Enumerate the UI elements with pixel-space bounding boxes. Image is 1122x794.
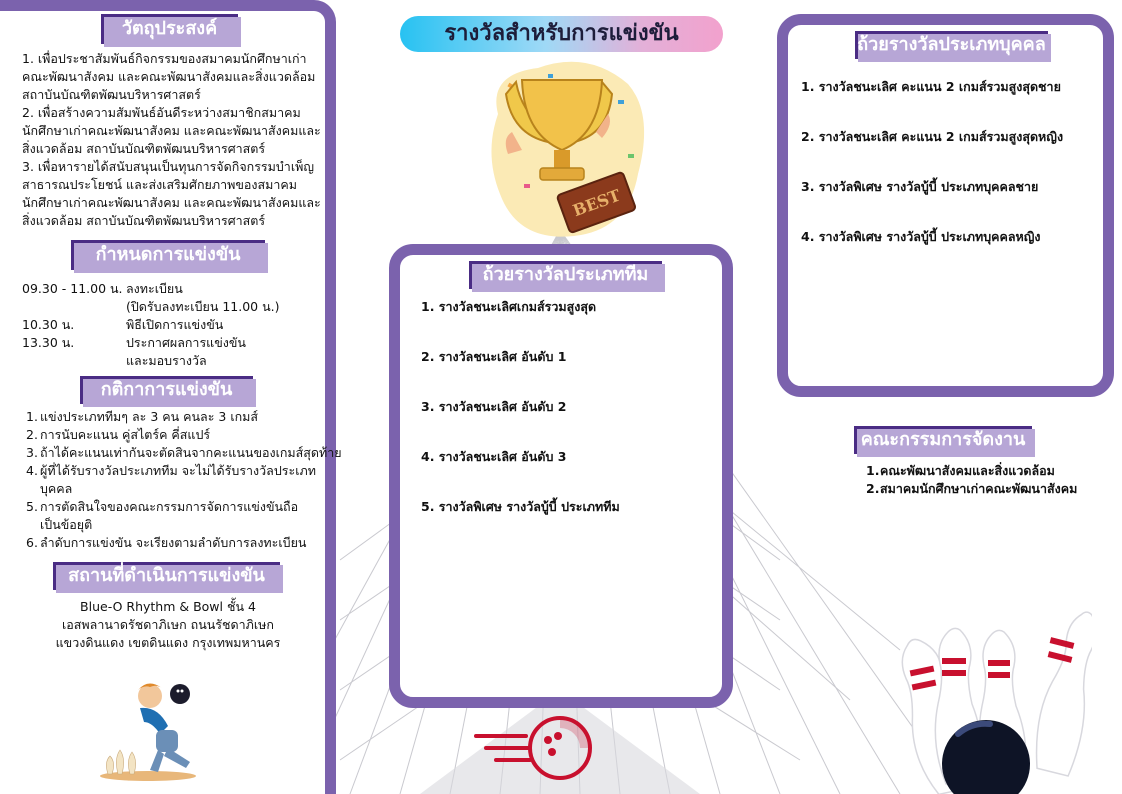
venue-line: แขวงดินแดง เขตดินแดง กรุงเทพมหานคร	[55, 635, 281, 650]
bowling-pins-illustration	[892, 604, 1092, 794]
individual-award-item: 4. รางวัลพิเศษ รางวัลบู้บี้ ประเภทบุคคลหญิง	[801, 229, 1041, 244]
committee-item: 2. สมาคมนักศึกษาเก่าคณะพัฒนาสังคม	[866, 481, 1078, 496]
schedule-desc: ลงทะเบียน	[126, 281, 183, 296]
objectives-line: สิ่งแวดล้อม สถาบันบัณฑิตพัฒนบริหารศาสตร์	[22, 141, 266, 156]
rule-item: 6. ลำดับการแข่งขัน จะเรียงตามลำดับการลงทะเบียน	[26, 535, 307, 550]
trophy-badge-text: BEST	[570, 185, 623, 221]
rules-list	[26, 408, 342, 552]
rule-item: 2. การนับคะแนน คู่สไตร์ค คี่สแปร์	[26, 427, 211, 442]
individual-award-item: 3. รางวัลพิเศษ รางวัลบู้บี้ ประเภทบุคคลชาย	[801, 179, 1039, 194]
trophy-illustration	[478, 54, 658, 240]
schedule-time: 13.30 น.	[22, 335, 75, 350]
venue-line: เอสพลานาดรัชดาภิเษก ถนนรัชดาภิเษก	[62, 617, 274, 632]
rules-heading: กติกาการแข่งขัน	[80, 376, 253, 404]
objectives-line: สาธารณประโยชน์ และส่งเสริมศักยภาพของสมาคม	[22, 177, 297, 192]
rule-item: บุคคล	[40, 481, 73, 496]
bowler-illustration	[98, 678, 208, 782]
team-award-item: 5. รางวัลพิเศษ รางวัลบู้บี้ ประเภททีม	[421, 499, 620, 514]
venue-heading: สถานที่ดำเนินการแข่งขัน	[53, 562, 280, 590]
objectives-line: 3. เพื่อหารายได้สนับสนุนเป็นทุนการจัดกิจกรรมบำเพ็ญ	[22, 159, 314, 174]
individual-awards-panel	[777, 14, 1114, 397]
objectives-line: สถาบันบัณฑิตพัฒนบริหารศาสตร์	[22, 87, 201, 102]
committee-list	[866, 462, 1077, 498]
page-title: รางวัลสำหรับการแข่งขัน	[400, 16, 723, 52]
individual-awards-heading: ถ้วยรางวัลประเภทบุคคล	[855, 31, 1048, 59]
schedule-heading: กำหนดการแข่งขัน	[71, 240, 265, 270]
individual-award-item: 2. รางวัลชนะเลิศ คะแนน 2 เกมส์รวมสูงสุดหญิง	[801, 129, 1064, 144]
team-award-item: 4. รางวัลชนะเลิศ อันดับ 3	[421, 449, 567, 464]
schedule-time: 10.30 น.	[22, 317, 75, 332]
venue-line: Blue-O Rhythm & Bowl ชั้น 4	[80, 599, 256, 614]
objectives-line: นักศึกษาเก่าคณะพัฒนาสังคม และคณะพัฒนาสังคมและ	[22, 123, 321, 138]
schedule-desc: พิธีเปิดการแข่งขัน	[126, 317, 224, 332]
schedule-desc: และมอบรางวัล	[126, 353, 207, 368]
team-awards-heading: ถ้วยรางวัลประเภททีม	[469, 261, 662, 289]
schedule-desc: ประกาศผลการแข่งขัน	[126, 335, 246, 350]
objectives-line: นักศึกษาเก่าคณะพัฒนาสังคม และคณะพัฒนาสังคมและ	[22, 195, 321, 210]
committee-heading: คณะกรรมการจัดงาน	[854, 426, 1032, 454]
rule-item: 5. การตัดสินใจของคณะกรรมการจัดการแข่งขันถือ	[26, 499, 299, 514]
team-award-item: 2. รางวัลชนะเลิศ อันดับ 1	[421, 349, 567, 364]
schedule-desc: (ปิดรับลงทะเบียน 11.00 น.)	[126, 299, 280, 314]
objectives-line: คณะพัฒนาสังคม และคณะพัฒนาสังคมและสิ่งแวดล้อม	[22, 69, 316, 84]
rule-item: 1. แข่งประเภททีมๆ ละ 3 คน คนละ 3 เกมส์	[26, 409, 259, 424]
rule-item: 3. ถ้าได้คะแนนเท่ากันจะตัดสินจากคะแนนของเกมส์สุดท้าย	[26, 445, 342, 460]
schedule-time: 09.30 - 11.00 น.	[22, 281, 123, 296]
individual-award-item: 1. รางวัลชนะเลิศ คะแนน 2 เกมส์รวมสูงสุดชาย	[801, 79, 1061, 94]
rule-item: เป็นข้อยุติ	[40, 517, 93, 532]
objectives-line: 1. เพื่อประชาสัมพันธ์กิจกรรมของสมาคมนักศึกษาเก่า	[22, 51, 307, 66]
objectives-line: สิ่งแวดล้อม สถาบันบัณฑิตพัฒนบริหารศาสตร์	[22, 213, 266, 228]
objectives-heading: วัตถุประสงค์	[101, 14, 238, 44]
team-award-item: 3. รางวัลชนะเลิศ อันดับ 2	[421, 399, 567, 414]
bowling-ball-logo	[472, 712, 602, 784]
team-award-item: 1. รางวัลชนะเลิศเกมส์รวมสูงสุด	[421, 299, 597, 314]
committee-item: 1. คณะพัฒนาสังคมและสิ่งแวดล้อม	[866, 463, 1055, 478]
rule-item: 4. ผู้ที่ได้รับรางวัลประเภททีม จะไม่ได้รับรางวัลประเภท	[26, 463, 316, 478]
objectives-line: 2. เพื่อสร้างความสัมพันธ์อันดีระหว่างสมาชิกสมาคม	[22, 105, 301, 120]
